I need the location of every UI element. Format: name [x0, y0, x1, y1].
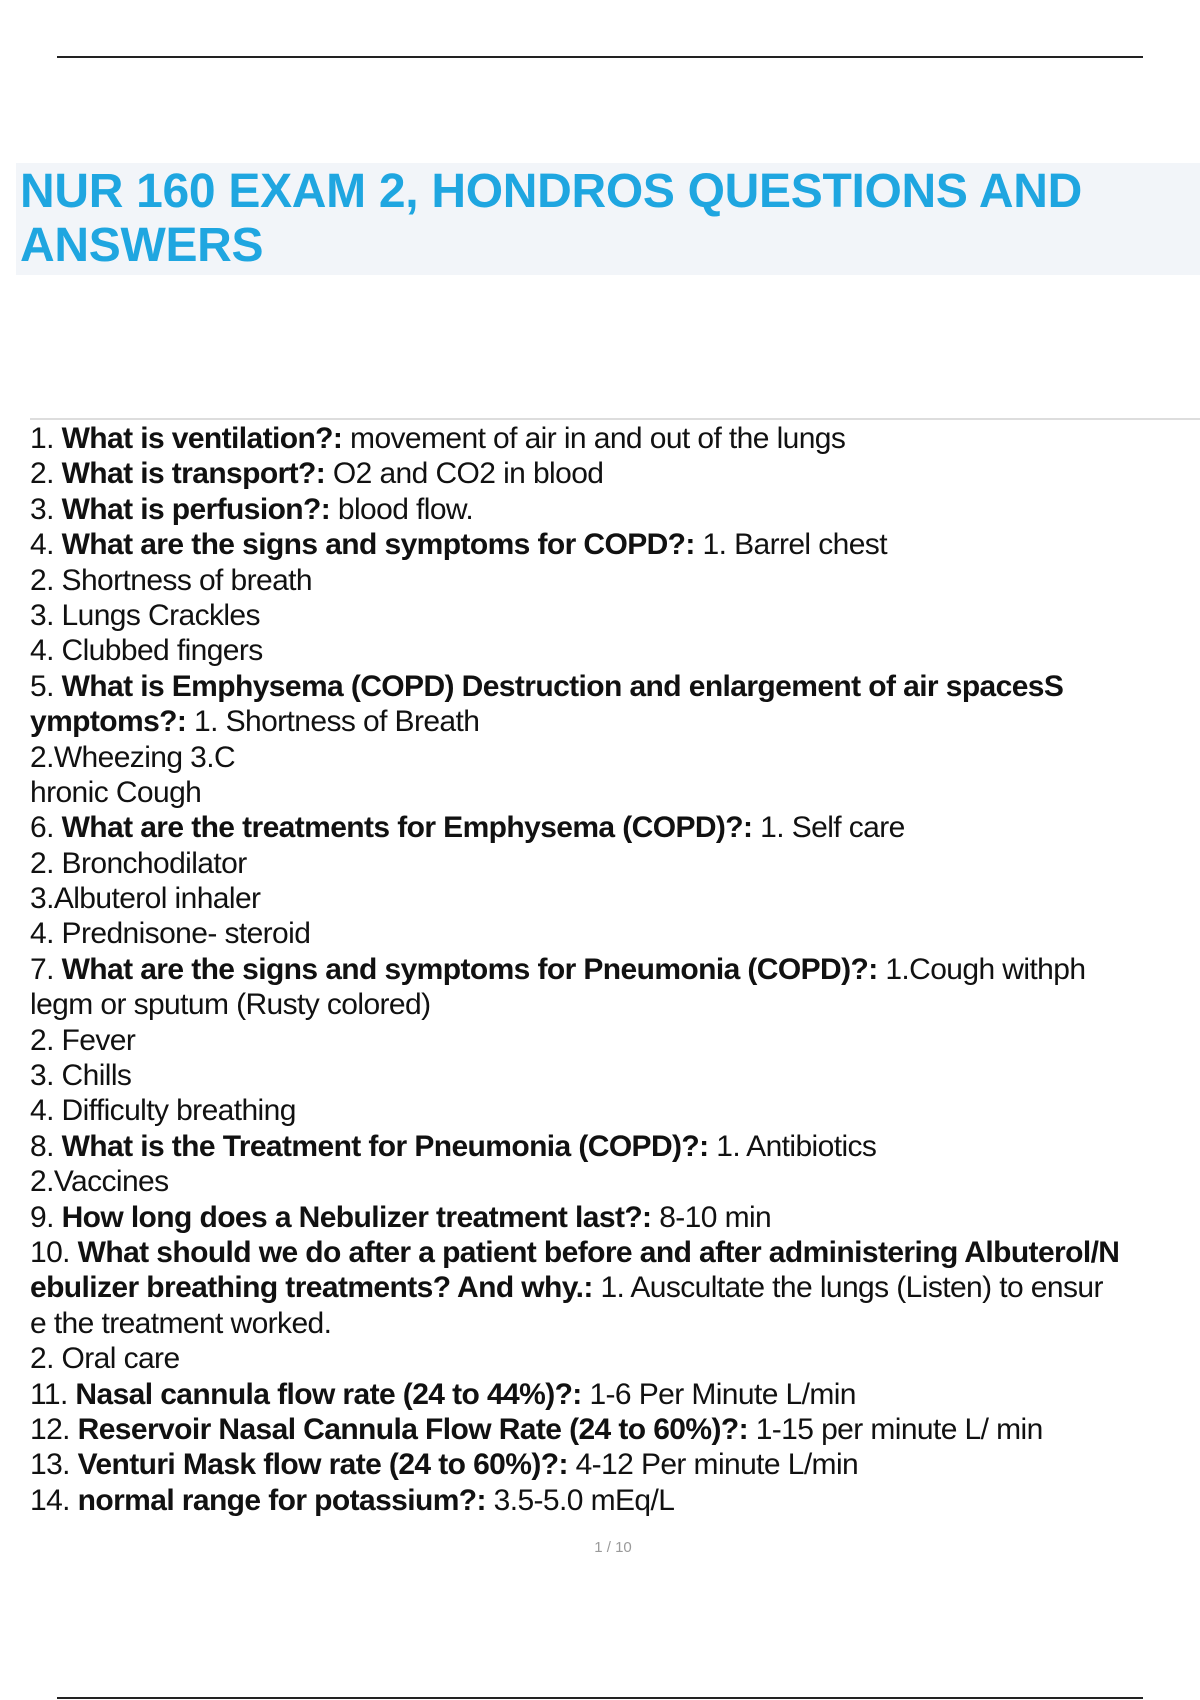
answer-text: 2.Vaccines: [30, 1165, 169, 1199]
item-number: 3.: [30, 492, 62, 526]
qa-line: [30, 527, 1200, 562]
qa-line: [30, 704, 1200, 739]
answer-text: 2. Fever: [30, 1023, 136, 1057]
item-number: 6.: [30, 811, 62, 845]
question-text: What is Emphysema (COPD) Destruction and enlargement of air spacesS: [61, 669, 1064, 703]
question-text: What is transport?:: [61, 457, 326, 491]
item-number: 9.: [30, 1200, 62, 1234]
qa-line: [30, 1164, 1200, 1199]
answer-text: 1. Auscultate the lungs (Listen) to ensur: [592, 1271, 1103, 1305]
question-text: What are the signs and symptoms for Pneumonia (COPD)?:: [61, 952, 878, 986]
answer-text: 3.5-5.0 mEq/L: [485, 1483, 675, 1517]
item-number: 5.: [30, 669, 62, 703]
answer-text: 1-6 Per Minute L/min: [581, 1377, 856, 1411]
qa-line: [30, 421, 1200, 456]
answer-text: 4-12 Per minute L/min: [567, 1448, 859, 1482]
qa-line: [30, 1341, 1200, 1376]
item-number: 1.: [30, 422, 62, 455]
question-text: Venturi Mask flow rate (24 to 60%)?:: [77, 1448, 568, 1482]
qa-line: [30, 1447, 1200, 1482]
question-text: How long does a Nebulizer treatment last?:: [61, 1200, 652, 1234]
document-title: NUR 160 EXAM 2, HONDROS QUESTIONS AND ANSWERS: [20, 165, 1082, 272]
answer-text: 3. Lungs Crackles: [30, 598, 260, 632]
qa-line: [30, 1129, 1200, 1164]
answer-text: 2. Oral care: [30, 1342, 180, 1376]
question-text: What are the signs and symptoms for COPD?:: [61, 528, 695, 562]
item-number: 2.: [30, 457, 62, 491]
question-text: Reservoir Nasal Cannula Flow Rate (24 to 60%)?:: [77, 1412, 748, 1446]
question-text: What are the treatments for Emphysema (COPD)?:: [61, 811, 753, 845]
question-text: Nasal cannula flow rate (24 to 44%)?:: [75, 1377, 582, 1411]
answer-text: 4. Difficulty breathing: [30, 1094, 296, 1128]
qa-line: [30, 1377, 1200, 1412]
question-text: ebulizer breathing treatments? And why.:: [30, 1271, 593, 1305]
answer-text: 3. Chills: [30, 1059, 132, 1093]
qa-line: [30, 916, 1200, 951]
answer-text: 1. Antibiotics: [708, 1129, 877, 1163]
item-number: 11.: [30, 1377, 76, 1411]
qa-line: [30, 846, 1200, 881]
qa-line: [30, 775, 1200, 810]
list-divider: [30, 418, 1200, 420]
qa-line: [30, 492, 1200, 527]
top-rule: [57, 56, 1143, 58]
qa-line: [30, 810, 1200, 845]
qa-line: [30, 952, 1200, 987]
answer-text: 2.Wheezing 3.C: [30, 740, 236, 774]
answer-text: hronic Cough: [30, 775, 202, 809]
answer-text: 1-15 per minute L/ min: [747, 1412, 1043, 1446]
qa-line: [30, 1306, 1200, 1341]
qa-line: [30, 456, 1200, 491]
item-number: 7.: [30, 952, 62, 986]
qa-line: [30, 1058, 1200, 1093]
answer-text: 2. Shortness of breath: [30, 563, 312, 597]
bottom-rule: [57, 1697, 1143, 1699]
answer-text: 2. Bronchodilator: [30, 846, 247, 880]
qa-line: [30, 669, 1200, 704]
item-number: 14.: [30, 1483, 78, 1517]
qa-line: [30, 1200, 1200, 1235]
item-number: 13.: [30, 1448, 78, 1482]
qa-line: [30, 598, 1200, 633]
question-text: normal range for potassium?:: [77, 1483, 486, 1517]
question-text: ymptoms?:: [30, 705, 187, 739]
question-text: What is the Treatment for Pneumonia (COPD)?:: [61, 1129, 709, 1163]
answer-text: 4. Prednisone- steroid: [30, 917, 311, 951]
answer-text: 8-10 min: [651, 1200, 772, 1234]
qa-line: [30, 987, 1200, 1022]
answer-text: O2 and CO2 in blood: [325, 457, 604, 491]
item-number: 10.: [30, 1235, 78, 1269]
answer-text: 4. Clubbed fingers: [30, 634, 263, 668]
qa-line: [30, 563, 1200, 598]
qa-list: [30, 421, 1200, 1518]
answer-text: 1. Self care: [752, 811, 905, 845]
answer-text: legm or sputum (Rusty colored): [30, 988, 431, 1022]
item-number: 12.: [30, 1412, 78, 1446]
item-number: 4.: [30, 528, 62, 562]
qa-line: [30, 740, 1200, 775]
answer-text: blood flow.: [330, 492, 474, 526]
answer-text: movement of air in and out of the lungs: [342, 422, 846, 455]
qa-line: [30, 881, 1200, 916]
question-text: What is ventilation?:: [61, 422, 343, 455]
answer-text: 1.Cough withph: [877, 952, 1086, 986]
answer-text: e the treatment worked.: [30, 1306, 332, 1340]
answer-text: 3.Albuterol inhaler: [30, 882, 261, 916]
answer-text: 1. Shortness of Breath: [186, 705, 480, 739]
question-text: What is perfusion?:: [61, 492, 331, 526]
item-number: 8.: [30, 1129, 62, 1163]
qa-line: [30, 1235, 1200, 1270]
qa-line: [30, 1093, 1200, 1128]
qa-line: [30, 633, 1200, 668]
answer-text: 1. Barrel chest: [694, 528, 887, 562]
qa-line: [30, 1483, 1200, 1518]
qa-line: [30, 1023, 1200, 1058]
qa-line: [30, 1412, 1200, 1447]
page-number: 1 / 10: [594, 1539, 632, 1556]
qa-line: [30, 1270, 1200, 1305]
question-text: What should we do after a patient before and after administering Albuterol/N: [77, 1235, 1120, 1269]
